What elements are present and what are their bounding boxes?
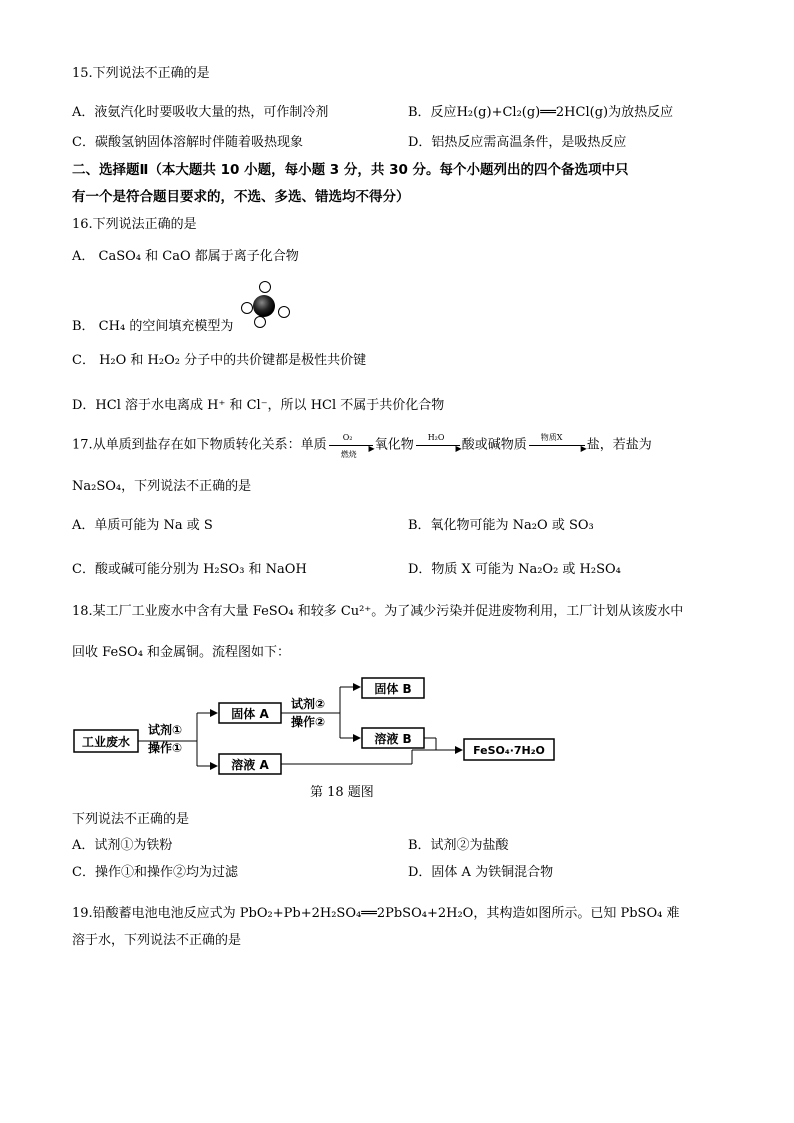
q17-oxide-label: 氧化物 — [374, 437, 414, 453]
q16-option-c: C． H₂O 和 H₂O₂ 分子中的共价键都是极性共价键 — [72, 353, 367, 368]
q19-stem-line2: 溶于水，下列说法不正确的是 — [72, 933, 242, 948]
q17-option-d: D．物质 X 可能为 Na₂O₂ 或 H₂SO₄ — [408, 562, 621, 577]
solution-a-label: 溶液 A — [231, 758, 269, 772]
q17-arrow1-bottom-label: 燃烧 — [340, 450, 357, 459]
q17-arrow-1: O₂ ▶ 燃烧 — [327, 437, 375, 453]
section2-heading-line2: 有一个是符合题目要求的，不选、多选、错选均不得分） — [72, 189, 410, 205]
q16-option-d: D．HCl 溶于水电离成 H⁺ 和 Cl⁻，所以 HCl 不属于共价化合物 — [72, 398, 445, 413]
q18-option-a: A．试剂①为铁粉 — [72, 838, 173, 853]
q17-arrow-2: H₂O ▶ — [414, 437, 462, 453]
section2-heading-line1: 二、选择题Ⅱ（本大题共 10 小题，每小题 3 分，共 30 分。每个小题列出的四个备选项中只 — [72, 162, 629, 178]
q15-option-b-prefix: B．反应 — [408, 105, 457, 120]
ch4-space-filling-model-icon — [238, 280, 294, 334]
q15-option-d: D．铝热反应需高温条件，是吸热反应 — [408, 135, 627, 150]
q18-stem-line2: 回收 FeSO₄ 和金属铜。流程图如下： — [72, 645, 291, 660]
q15-option-a: A．液氨汽化时要吸收大量的热，可作制冷剂 — [72, 105, 329, 120]
q17-arrow2-top-label: H₂O — [427, 433, 445, 442]
q17-option-c: C．酸或碱可能分别为 H₂SO₃ 和 NaOH — [72, 562, 307, 577]
q17-stem-prefix: 17.从单质到盐存在如下物质转化关系：单质 — [72, 437, 327, 453]
q17-acid-base-label: 酸或碱物质 — [461, 437, 527, 453]
reagent2-label: 试剂② — [291, 697, 326, 711]
q18-figure-caption: 第 18 题图 — [310, 785, 374, 800]
q16-option-a: A． CaSO₄ 和 CaO 都属于离子化合物 — [72, 249, 299, 264]
q17-arrow1-top-label: O₂ — [342, 433, 353, 442]
q15-option-b-equation: H₂(g)+Cl₂(g)══2HCl(g) — [456, 105, 609, 120]
q18-option-d: D．固体 A 为铁铜混合物 — [408, 865, 554, 880]
q15-option-b-suffix: 为放热反应 — [608, 105, 674, 120]
solid-b-label: 固体 B — [374, 682, 412, 696]
reagent1-label: 试剂① — [148, 723, 183, 737]
op1-label: 操作① — [148, 741, 183, 755]
q15-option-c: C．碳酸氢钠固体溶解时伴随着吸热现象 — [72, 135, 303, 150]
q17-stem-suffix: 盐，若盐为 — [586, 437, 652, 453]
op2-label: 操作② — [291, 715, 326, 729]
q17-stem — [72, 433, 652, 459]
q17-stem-line2: Na₂SO₄，下列说法不正确的是 — [72, 479, 252, 494]
solution-b-label: 溶液 B — [374, 732, 412, 746]
q16-option-b: B． CH₄ 的空间填充模型为 — [72, 319, 234, 334]
q18-flowchart — [72, 672, 572, 786]
q18-option-b: B．试剂②为盐酸 — [408, 838, 509, 853]
wastewater-label: 工业废水 — [81, 735, 131, 749]
q16-stem: 16.下列说法正确的是 — [72, 217, 197, 232]
q17-option-a: A．单质可能为 Na 或 S — [72, 518, 213, 533]
q15-option-b — [408, 105, 673, 121]
q18-question-stem: 下列说法不正确的是 — [72, 812, 190, 827]
q19-stem-line1: 19.铅酸蓄电池电池反应式为 PbO₂+Pb+2H₂SO₄══2PbSO₄+2H₂O，其构造如图所示。已知 PbSO₄ 难 — [72, 906, 680, 921]
q15-stem: 15.下列说法不正确的是 — [72, 66, 210, 81]
q17-arrow-3: 物质X ▶ — [527, 437, 587, 453]
q18-option-c: C．操作①和操作②均为过滤 — [72, 865, 238, 880]
q17-arrow3-top-label: 物质X — [540, 433, 563, 442]
q18-stem-line1: 18.某工厂工业废水中含有大量 FeSO₄ 和较多 Cu²⁺。为了减少污染并促进废物利用，工厂计划从该废水中 — [72, 604, 684, 619]
product-label: FeSO₄·7H₂O — [473, 744, 545, 757]
solid-a-label: 固体 A — [231, 707, 269, 721]
q17-option-b: B．氧化物可能为 Na₂O 或 SO₃ — [408, 518, 594, 533]
